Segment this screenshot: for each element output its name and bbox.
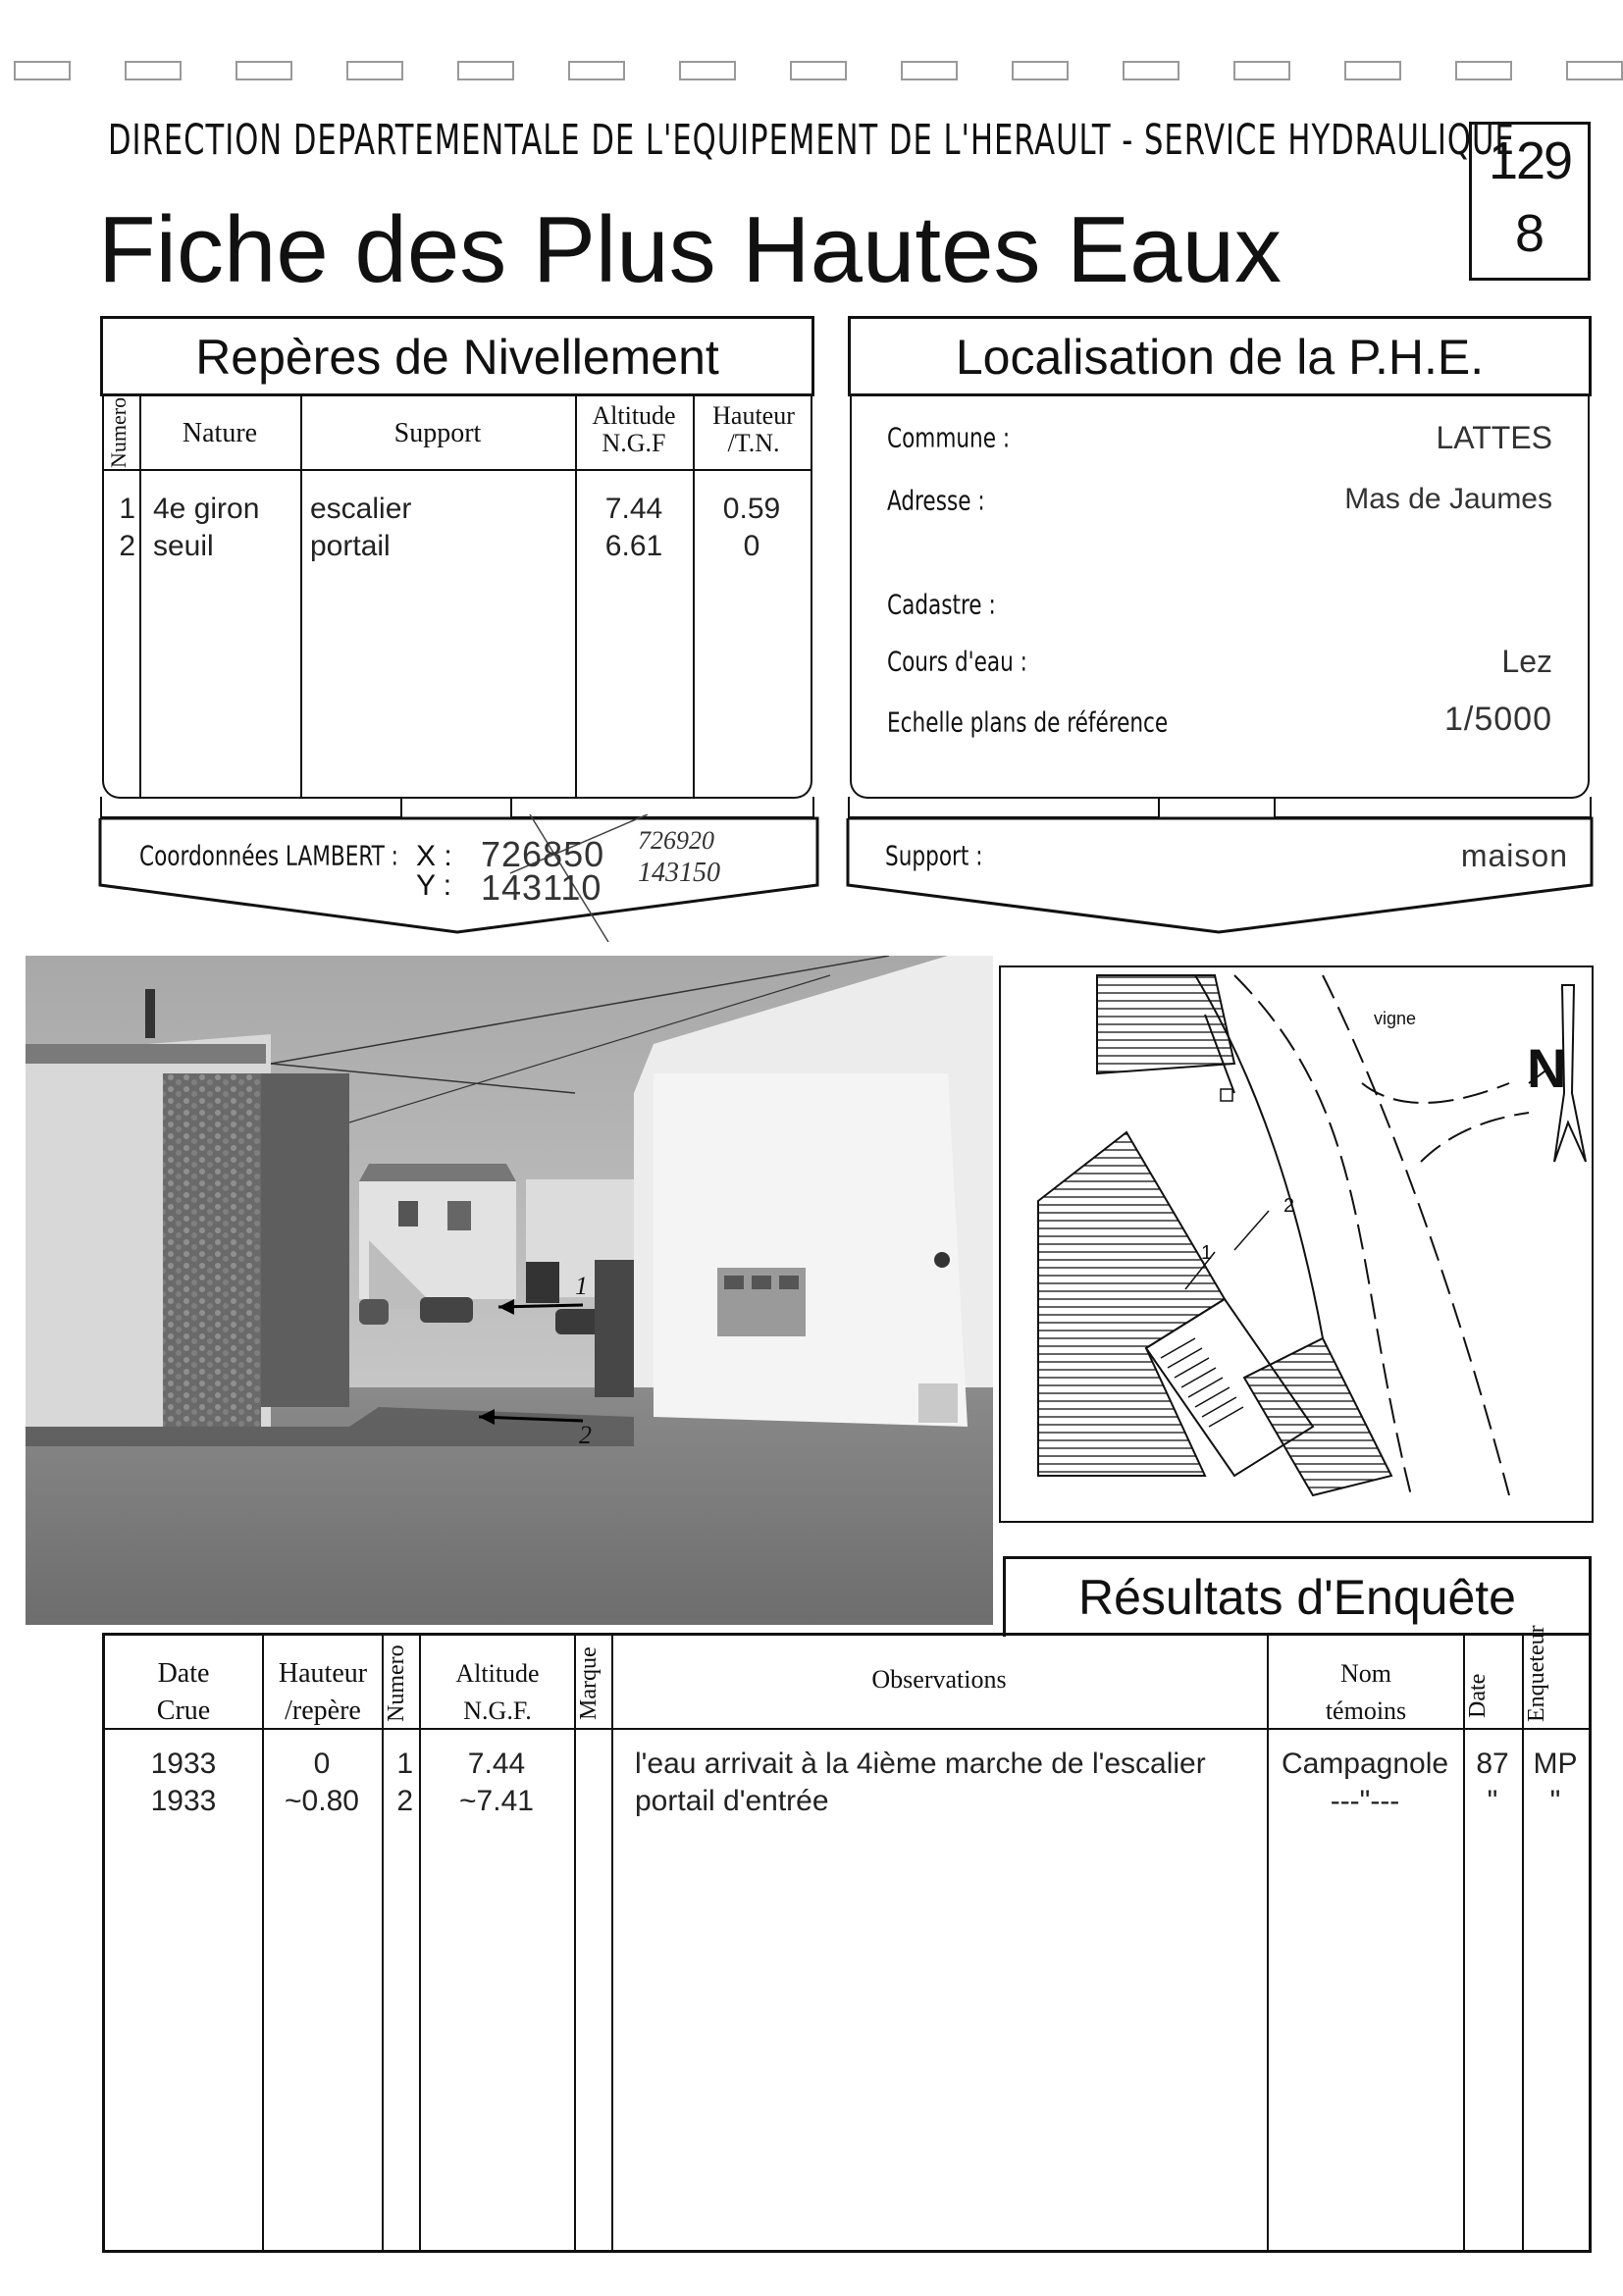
photo-marker-1: 1 (575, 1272, 588, 1300)
resultats-title-box (1003, 1556, 1592, 1637)
reference-number-bottom: 8 (1514, 204, 1545, 263)
reperes-cell-nature: seuil (153, 530, 214, 562)
binder-hole (1233, 61, 1290, 80)
echelle-label: Echelle plans de référence (887, 706, 1169, 739)
binder-hole (679, 61, 736, 80)
cadastre-label: Cadastre : (887, 589, 996, 621)
binder-hole (1123, 61, 1179, 80)
resultats-cell-hauteur: 0 (313, 1748, 331, 1780)
col-numero-header: Numero (106, 396, 131, 469)
map-label-1: 1 (1201, 1242, 1213, 1264)
map-vigne-label: vigne (1374, 1009, 1417, 1028)
col-nature-header: Nature (182, 418, 258, 448)
localisation-panel (850, 396, 1590, 799)
reperes-title-box (100, 316, 814, 396)
binder-hole (568, 61, 625, 80)
org-header: DIRECTION DEPARTEMENTALE DE L'EQUIPEMENT DE L'HERAULT - SERVICE HYDRAULIQUE (108, 116, 1515, 165)
reference-box (1469, 122, 1591, 281)
resultats-cell-nom: Campagnole (1281, 1748, 1449, 1780)
resultats-cell-observations: l'eau arrivait à la 4ième marche de l'escalier (635, 1748, 1206, 1780)
support-label: Support : (885, 840, 983, 872)
resultats-cell-enqueteur: MP (1533, 1748, 1578, 1780)
adresse-value: Mas de Jaumes (1344, 483, 1552, 515)
resultats-cell-date: 1933 (150, 1748, 217, 1780)
reperes-cell-support: portail (310, 530, 391, 562)
col-altitude: Altitude N.G.F. (455, 1659, 540, 1725)
adresse-label: Adresse : (887, 485, 985, 517)
site-photo (26, 956, 993, 1625)
binder-hole (14, 61, 71, 80)
resultats-cell-hauteur: ~0.80 (285, 1785, 359, 1817)
resultats-cell-observations: portail d'entrée (635, 1785, 829, 1817)
resultats-cell-nom: ---"--- (1330, 1785, 1400, 1817)
binder-hole (346, 61, 403, 80)
reperes-table (102, 396, 812, 799)
support-box (846, 814, 1594, 942)
reperes-title: Repères de Nivellement (195, 330, 719, 385)
binder-hole (1455, 61, 1512, 80)
coords-label: Coordonnées LAMBERT : (139, 840, 398, 872)
col-date: Date (1465, 1673, 1491, 1718)
reference-number-top: 129 (1488, 131, 1572, 190)
resultats-cell-enqueteur: " (1549, 1785, 1561, 1817)
col-support-header: Support (393, 418, 482, 448)
reperes-cell-num: 2 (119, 530, 135, 562)
page-title: Fiche des Plus Hautes Eaux (98, 197, 1282, 302)
binder-hole (1566, 61, 1623, 80)
binder-hole (1012, 61, 1069, 80)
binder-hole (790, 61, 847, 80)
binder-hole (236, 61, 292, 80)
col-hauteur-repere: Hauteur /repère (278, 1658, 368, 1726)
col-date-crue: Date Crue (156, 1658, 211, 1726)
cours-value: Lez (1501, 644, 1552, 679)
resultats-cell-altitude: 7.44 (467, 1748, 526, 1780)
binder-hole (125, 61, 182, 80)
col-numero: Numero (384, 1644, 409, 1723)
resultats-cell-altitude: ~7.41 (459, 1785, 534, 1817)
support-value: maison (1460, 838, 1568, 873)
col-enqueteur: Enqueteur (1524, 1625, 1549, 1723)
reperes-cell-altitude: 7.44 (604, 493, 663, 525)
col-altitude-header: Altitude N.G.F (592, 401, 676, 457)
commune-value: LATTES (1436, 420, 1552, 455)
col-hauteur-header: Hauteur /T.N. (712, 401, 795, 457)
north-icon: N (1527, 1037, 1567, 1099)
map-label-2: 2 (1283, 1195, 1295, 1217)
resultats-cell-numero: 2 (396, 1785, 413, 1817)
coords-x-handwritten: 726920 (638, 826, 714, 855)
coords-x-label: X : (416, 840, 452, 872)
coords-x-value: 726850 (481, 834, 605, 874)
reperes-cell-num: 1 (119, 493, 135, 525)
binder-hole (1344, 61, 1401, 80)
coords-y-handwritten: 143150 (638, 858, 720, 888)
resultats-table (102, 1625, 1592, 2253)
echelle-value: 1/5000 (1444, 701, 1552, 738)
reperes-cell-nature: 4e giron (153, 493, 260, 525)
cours-label: Cours d'eau : (887, 646, 1027, 678)
resultats-title: Résultats d'Enquête (1078, 1570, 1516, 1625)
resultats-cell-date: 1933 (150, 1785, 217, 1817)
reperes-cell-hauteur: 0 (743, 530, 760, 562)
col-marque: Marque (576, 1646, 602, 1721)
photo-marker-2: 2 (579, 1421, 592, 1449)
coords-y-label: Y : (416, 869, 452, 902)
col-observations: Observations (871, 1665, 1007, 1694)
resultats-cell-numero: 1 (396, 1748, 413, 1780)
localisation-title: Localisation de la P.H.E. (955, 330, 1485, 385)
reperes-cell-hauteur: 0.59 (722, 493, 781, 525)
reperes-cell-altitude: 6.61 (604, 530, 663, 562)
resultats-cell-date2: " (1487, 1785, 1498, 1817)
commune-label: Commune : (887, 422, 1011, 454)
resultats-cell-date2: 87 (1476, 1748, 1509, 1780)
reperes-cell-support: escalier (310, 493, 412, 525)
localisation-title-box (848, 316, 1592, 396)
binder-hole (457, 61, 514, 80)
col-nom-temoins: Nom témoins (1325, 1659, 1407, 1725)
binder-hole (901, 61, 958, 80)
site-map (999, 965, 1594, 1523)
coords-y-value: 143110 (481, 867, 602, 908)
